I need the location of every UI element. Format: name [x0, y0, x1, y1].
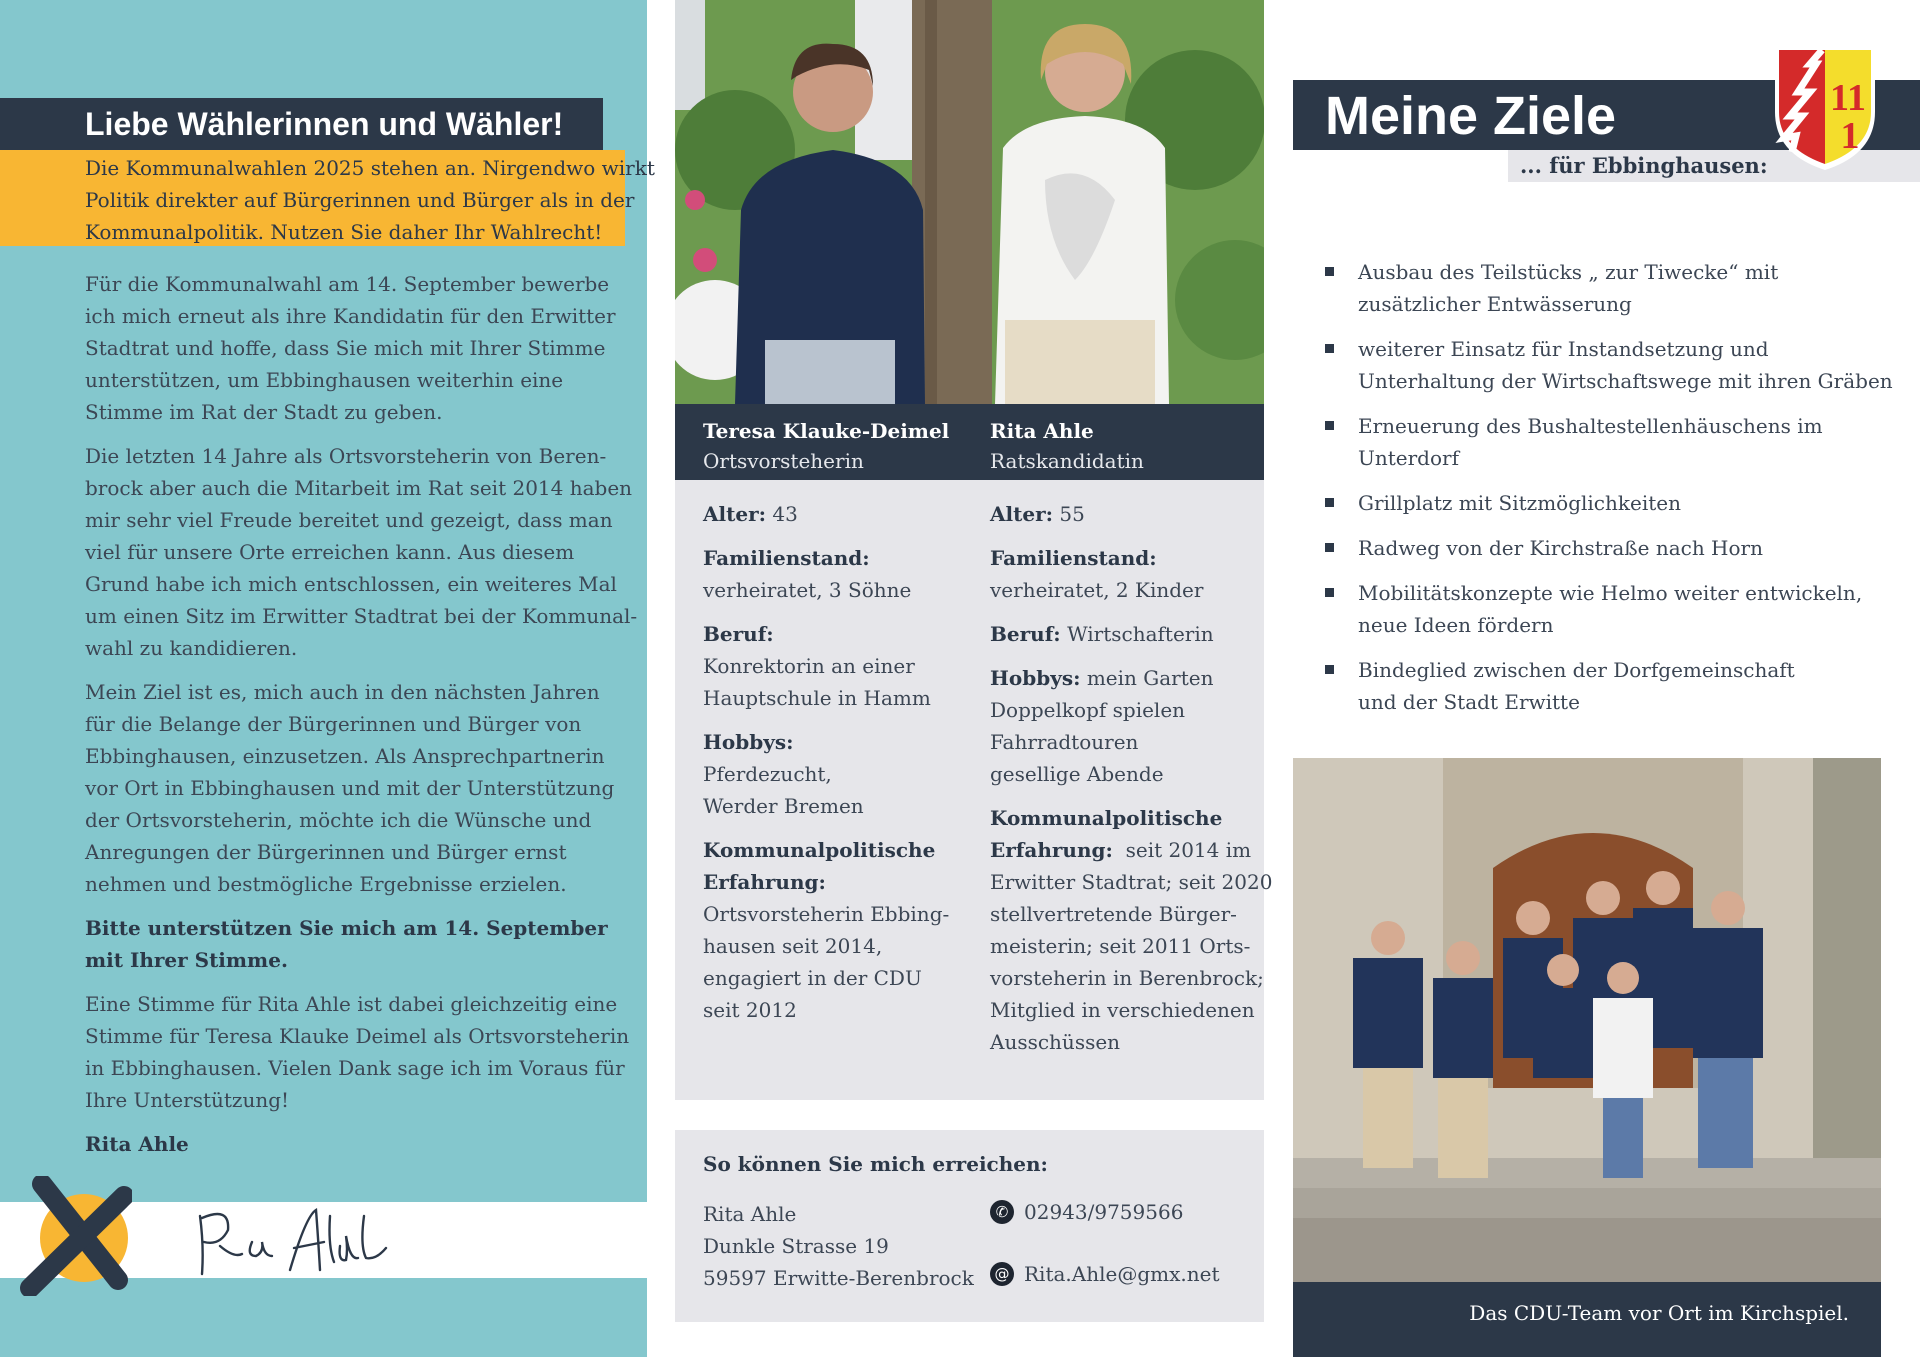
candidate-name-bar: [675, 404, 1264, 480]
team-caption-bar: [1293, 1282, 1881, 1357]
contact-email[interactable]: [990, 1262, 1220, 1286]
letter-appeal: Bitte unterstützen Sie mich am 14. September mit Ihrer Stimme.: [85, 916, 608, 972]
candidate-1-profile: Alter: 43 Familienstand: verheiratet, 3 Söhne Beruf: Konrektorin an einer Hauptschule in Hamm Hobbys: Pferdezucht, Werder Bremen Kommunalpolitische Erfahrung: Ortsvorsteherin Ebbing- hausen seit 2014, engagiert in der CDU seit 2012: [703, 502, 950, 1022]
handwritten-signature: [190, 1196, 390, 1280]
goal-item: weiterer Einsatz für Instandsetzung und Unterhaltung der Wirtschaftswege mit ihren Gräben: [1325, 333, 1905, 397]
goals-title: Meine Ziele: [1325, 86, 1617, 146]
intro-line: Die Kommunalwahlen 2025 stehen an. Nirgendwo wirkt: [85, 156, 655, 180]
candidate-2-header: [990, 416, 1144, 476]
contact-address: Rita Ahle Dunkle Strasse 19 59597 Erwitte-Berenbrock: [703, 1202, 974, 1290]
candidate-2-profile: Alter: 55 Familienstand: verheiratet, 2 Kinder Beruf: Wirtschafterin Hobbys: mein Garten Doppelkopf spielen Fahrradtouren gesellige Abende Kommunalpolitische Erfahrung: seit 2014 im Erwitter Stadtrat; seit 2020 stellvertretende Bürger- meisterin; seit 2011 Orts- vorsteherin in Berenbrock; Mitglied in verschiedenen Ausschüssen: [990, 502, 1273, 1054]
letter-title: Liebe Wählerinnen und Wähler!: [0, 98, 603, 150]
letter-paragraph: Für die Kommunalwahl am 14. September bewerbe ich mich erneut als ihre Kandidatin für den Erwitter Stadtrat und hoffe, dass Sie mich mit Ihrer Stimme unterstützen, um Ebbinghausen weiterhin eine Stimme im Rat der Stadt zu geben.: [85, 272, 616, 424]
goal-item: Erneuerung des Bushaltestellenhäuschens im Unterdorf: [1325, 410, 1905, 474]
contact-heading: So können Sie mich erreichen:: [703, 1152, 1048, 1176]
letter-body: [85, 268, 638, 1172]
candidate-role: Ratskandidatin: [990, 449, 1144, 473]
goal-item: Radweg von der Kirchstraße nach Horn: [1325, 532, 1905, 564]
phone-number[interactable]: 02943/9759566: [1024, 1200, 1184, 1224]
goal-item: Ausbau des Teilstücks „ zur Tiwecke“ mit zusätzlicher Entwässerung: [1325, 256, 1905, 320]
candidates-photo: [675, 0, 1264, 404]
coat-of-arms-icon: [1770, 42, 1880, 172]
goal-item: Bindeglied zwischen der Dorfgemeinschaft und der Stadt Erwitte: [1325, 654, 1905, 718]
ballot-cross-icon: [20, 1176, 132, 1296]
candidate-profiles: [675, 480, 1273, 1100]
letter-paragraph: Eine Stimme für Rita Ahle ist dabei gleichzeitig eine Stimme für Teresa Klauke Deimel als Ortsvorsteherin in Ebbinghausen. Vielen Dank sage ich im Voraus für Ihre Unterstützung!: [85, 992, 630, 1112]
letter-paragraph: Die letzten 14 Jahre als Ortsvorsteherin von Beren- brock aber auch die Mitarbeit im Rat seit 2014 haben mir sehr viel Freude bereitet und gezeigt, dass man viel für unsere Orte erreichen kann. Aus diesem Grund habe ich mich entschlossen, ein weiteres Mal um einen Sitz im Erwitter Stadtrat bei der Kommunal- wahl zu kandidieren.: [85, 444, 638, 660]
goals-subtitle: ... für Ebbinghausen:: [1520, 153, 1768, 178]
goal-item: Mobilitätskonzepte wie Helmo weiter entwickeln, neue Ideen fördern: [1325, 577, 1905, 641]
at-icon: @: [990, 1262, 1014, 1286]
email-address[interactable]: Rita.Ahle@gmx.net: [1024, 1262, 1220, 1286]
crest-digits: 11: [1830, 77, 1866, 119]
phone-icon: ✆: [990, 1200, 1014, 1224]
contact-box: [675, 1130, 1264, 1322]
contact-phone[interactable]: [990, 1200, 1183, 1224]
candidates-photo-illustration: [675, 0, 1264, 404]
svg-text:1: 1: [1840, 115, 1860, 157]
goals-list: [1325, 256, 1905, 731]
team-photo-illustration: [1293, 758, 1881, 1282]
team-photo: [1293, 758, 1881, 1282]
team-caption: Das CDU-Team vor Ort im Kirchspiel.: [1469, 1301, 1849, 1325]
candidate-1-header: [703, 416, 949, 476]
goal-item: Grillplatz mit Sitzmöglichkeiten: [1325, 487, 1905, 519]
candidate-role: Ortsvorsteherin: [703, 449, 864, 473]
candidate-name: Teresa Klauke-Deimel: [703, 419, 950, 443]
letter-intro: [0, 150, 655, 246]
letter-paragraph: Mein Ziel ist es, mich auch in den nächsten Jahren für die Belange der Bürgerinnen und Bürger von Ebbinghausen, einzusetzen. Als Ansprechpartnerin vor Ort in Ebbinghausen und mit der Unterstützung der Ortsvorsteherin, möchte ich die Wünsche und Anregungen der Bürgerinnen und Bürger ernst nehmen und bestmögliche Ergebnisse erzielen.: [85, 680, 615, 896]
candidate-name: Rita Ahle: [990, 419, 1094, 443]
intro-line: Kommunalpolitik. Nutzen Sie daher Ihr Wahlrecht!: [85, 220, 603, 244]
intro-line: Politik direkter auf Bürgerinnen und Bürger als in der: [85, 188, 635, 212]
letter-signoff: Rita Ahle: [85, 1132, 189, 1156]
